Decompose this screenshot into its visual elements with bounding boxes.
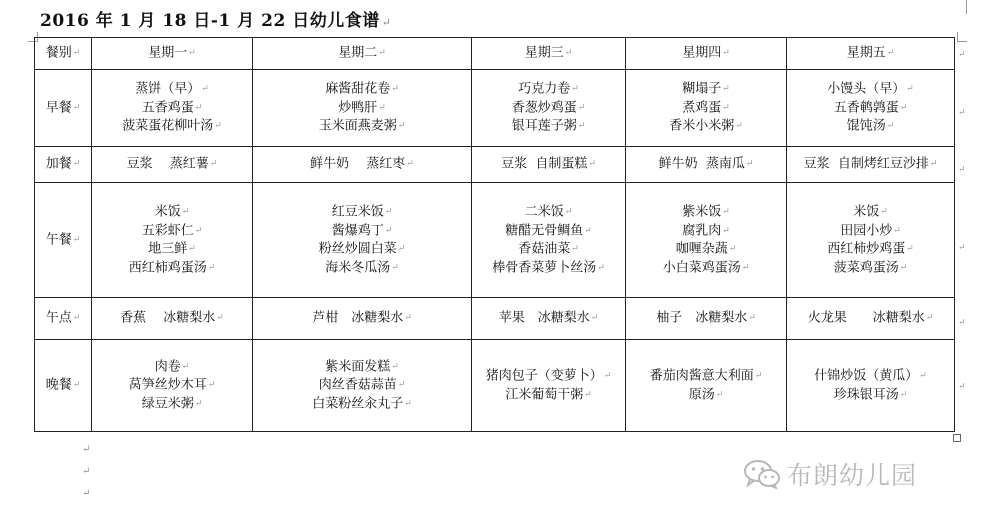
menu-cell — [626, 147, 787, 183]
menu-cell — [626, 70, 787, 147]
menu-item: 棒骨香菜萝卜丝汤↵ — [492, 260, 605, 275]
menu-item: 紫米面发糕↵ — [325, 359, 399, 375]
row-label-breakfast: 早餐↵ — [35, 70, 92, 147]
menu-item: 香蕉 冰糖梨水↵ — [120, 310, 224, 326]
menu-cell — [626, 183, 787, 298]
table-row-dinner — [35, 340, 955, 432]
menu-item: 番茄肉酱意大利面↵ — [649, 368, 763, 384]
table-row-breakfast — [35, 70, 955, 147]
menu-item: 米饭↵ — [154, 204, 190, 220]
paragraph-mark: ↵ — [381, 16, 392, 29]
menu-item: 麻酱甜花卷↵ — [325, 81, 399, 97]
menu-cell — [253, 147, 472, 183]
menu-item: 小白菜鸡蛋汤↵ — [662, 260, 750, 275]
row-end-mark: ↵ — [958, 108, 966, 118]
menu-cell — [472, 147, 626, 183]
menu-cell — [472, 298, 626, 340]
document-title-text: 2016 年 1 月 18 日-1 月 22 日幼儿食谱 — [40, 11, 380, 31]
menu-cell — [92, 147, 253, 183]
menu-item: 玉米面燕麦粥↵ — [318, 118, 406, 134]
menu-item: 鲜牛奶 蒸红枣↵ — [310, 156, 414, 172]
header-thursday: 星期四↵ — [626, 38, 787, 70]
menu-item: 肉丝香菇蒜苗↵ — [318, 377, 406, 393]
menu-item: 田园小炒↵ — [840, 223, 901, 238]
menu-item: 肉卷↵ — [154, 359, 190, 375]
menu-cell — [787, 298, 955, 340]
watermark — [743, 456, 917, 492]
row-end-mark: ↵ — [958, 165, 966, 175]
menu-item: 二米饭↵ — [524, 204, 573, 220]
menu-item: 五香鹌鹑蛋↵ — [833, 100, 908, 116]
menu-item: 原汤↵ — [688, 387, 724, 402]
menu-cell — [787, 147, 955, 183]
row-end-mark: ↵ — [958, 50, 966, 60]
menu-cell — [626, 340, 787, 432]
paragraph-mark: ↵ — [82, 466, 91, 477]
menu-cell — [787, 340, 955, 432]
menu-item: 西红柿炒鸡蛋↵ — [827, 241, 914, 257]
menu-cell — [253, 340, 472, 432]
menu-item: 豆浆 蒸红薯↵ — [126, 156, 218, 172]
menu-item: 什锦炒饭（黄瓜）↵ — [814, 368, 927, 384]
header-monday: 星期一↵ — [92, 38, 253, 70]
menu-item: 白菜粉丝汆丸子↵ — [312, 396, 412, 412]
menu-cell — [92, 70, 253, 147]
menu-item: 珍珠银耳汤↵ — [833, 387, 908, 402]
row-label-dinner: 晚餐↵ — [35, 340, 92, 432]
header-wednesday: 星期三↵ — [472, 38, 626, 70]
menu-table — [34, 37, 955, 432]
watermark-text: 布朗幼儿园 — [787, 461, 918, 490]
menu-cell — [787, 70, 955, 147]
menu-cell — [92, 298, 253, 340]
menu-item: 咖喱杂蔬↵ — [675, 241, 737, 257]
menu-item: 米饭↵ — [853, 204, 888, 220]
margin-corner-mark — [957, 32, 967, 42]
row-label-snack: 加餐↵ — [35, 147, 92, 183]
menu-cell — [472, 340, 626, 432]
row-label-lunch: 午餐↵ — [35, 183, 92, 298]
row-label-afternoon-snack: 午点↵ — [35, 298, 92, 340]
menu-item: 海米冬瓜汤↵ — [325, 260, 399, 275]
menu-item: 西红柿鸡蛋汤↵ — [128, 260, 216, 275]
menu-item: 香葱炒鸡蛋↵ — [511, 100, 586, 116]
row-end-mark: ↵ — [958, 243, 966, 253]
paragraph-mark: ↵ — [82, 488, 91, 499]
wechat-icon — [743, 459, 781, 489]
menu-item: 银耳莲子粥↵ — [511, 118, 586, 134]
menu-cell — [472, 183, 626, 298]
table-row-snack — [35, 147, 955, 183]
menu-cell — [253, 183, 472, 298]
menu-item: 五彩虾仁↵ — [141, 223, 203, 238]
menu-item: 煮鸡蛋↵ — [682, 100, 730, 116]
header-tuesday: 星期二↵ — [253, 38, 472, 70]
menu-item: 绿豆米粥↵ — [141, 396, 203, 412]
menu-item: 地三鲜↵ — [148, 241, 196, 257]
menu-item: 紫米饭↵ — [682, 204, 730, 220]
header-friday: 星期五↵ — [787, 38, 955, 70]
menu-cell — [626, 298, 787, 340]
menu-item: 莴笋丝炒木耳↵ — [128, 377, 216, 393]
menu-item: 小馒头（早）↵ — [827, 81, 914, 97]
menu-item: 香菇油菜↵ — [518, 241, 579, 257]
menu-item: 猪肉包子（变萝卜）↵ — [485, 368, 612, 384]
header-row — [35, 38, 955, 70]
menu-item: 炒鸭肝↵ — [338, 100, 386, 116]
menu-item: 香米小米粥↵ — [669, 118, 743, 134]
menu-item: 腐乳肉↵ — [682, 223, 730, 238]
menu-item: 豆浆 自制蛋糕↵ — [501, 156, 596, 172]
menu-item: 鲜牛奶 蒸南瓜↵ — [658, 156, 754, 172]
document-title — [40, 6, 391, 31]
row-end-mark: ↵ — [958, 318, 966, 328]
menu-item: 糊塌子↵ — [682, 81, 730, 97]
menu-item: 红豆米饭↵ — [331, 204, 393, 220]
menu-item: 火龙果 冰糖梨水↵ — [807, 310, 934, 326]
menu-item: 菠菜鸡蛋汤↵ — [833, 260, 908, 275]
page-edge-marker — [966, 0, 967, 14]
menu-item: 巧克力卷↵ — [518, 81, 579, 97]
header-meal-type: 餐别↵ — [35, 38, 92, 70]
menu-cell — [253, 70, 472, 147]
row-end-mark: ↵ — [958, 382, 966, 392]
menu-item: 五香鸡蛋↵ — [141, 100, 203, 116]
menu-item: 糖醋无骨鲷鱼↵ — [505, 223, 592, 238]
menu-item: 蒸饼（早）↵ — [135, 81, 209, 97]
menu-cell — [787, 183, 955, 298]
menu-item: 馄饨汤↵ — [846, 118, 895, 134]
menu-item: 苹果 冰糖梨水↵ — [498, 310, 599, 326]
menu-item: 豆浆 自制烤红豆沙排↵ — [803, 156, 938, 172]
table-row-afternoon-snack — [35, 298, 955, 340]
menu-cell — [472, 70, 626, 147]
menu-item: 芦柑 冰糖梨水↵ — [312, 310, 412, 326]
table-row-lunch — [35, 183, 955, 298]
menu-item: 酱爆鸡丁↵ — [331, 223, 393, 238]
menu-item: 粉丝炒圆白菜↵ — [318, 241, 406, 257]
menu-cell — [253, 298, 472, 340]
paragraph-mark: ↵ — [82, 444, 91, 455]
menu-item: 江米葡萄干粥↵ — [505, 387, 592, 402]
table-resize-handle[interactable] — [953, 434, 961, 442]
menu-item: 菠菜蛋花柳叶汤↵ — [122, 118, 222, 134]
menu-cell — [92, 183, 253, 298]
menu-item: 柚子 冰糖梨水↵ — [656, 310, 756, 326]
menu-cell — [92, 340, 253, 432]
